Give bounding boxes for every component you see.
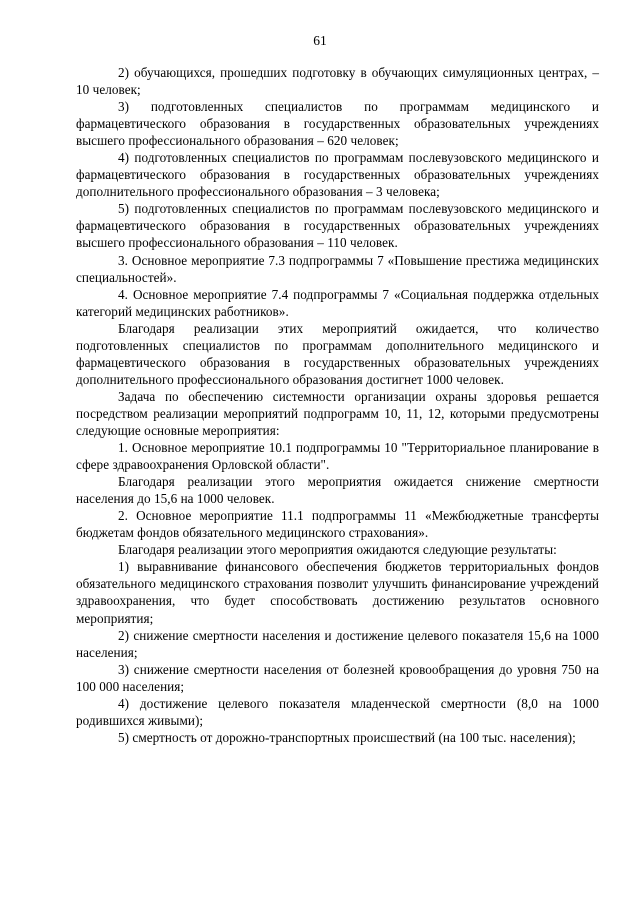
paragraph: 2) снижение смертности населения и достижение целевого показателя 15,6 на 1000 населения; <box>76 627 599 660</box>
paragraph: 4. Основное мероприятие 7.4 подпрограммы 7 «Социальная поддержка отдельных категорий медицинских работников». <box>76 286 599 319</box>
page-number: 61 <box>313 33 327 48</box>
paragraph: Благодаря реализации этого мероприятия ожидаются следующие результаты: <box>118 542 557 558</box>
paragraph: 1. Основное мероприятие 10.1 подпрограммы 10 "Территориальное планирование в сфере здравоохранения Орловской области". <box>76 440 599 473</box>
document-body <box>76 64 599 746</box>
paragraph: Задача по обеспечению системности организации охраны здоровья решается посредством реализации мероприятий подпрограмм 10, 11, 12, которыми предусмотрены следующие основные мероприятия: <box>76 388 599 438</box>
paragraph: 1) выравнивание финансового обеспечения бюджетов территориальных фондов обязательного медицинского страхования позволит улучшить финансирование учреждений здравоохранения, что будет способствовать достижению результатов основного мероприятия; <box>76 559 599 626</box>
paragraph: Благодаря реализации этого мероприятия ожидается снижение смертности населения до 15,6 на 1000 человек. <box>76 474 599 507</box>
paragraph: 4) достижение целевого показателя младенческой смертности (8,0 на 1000 родившихся живыми); <box>76 695 599 728</box>
paragraph: 3. Основное мероприятие 7.3 подпрограммы 7 «Повышение престижа медицинских специальностей». <box>76 252 599 285</box>
paragraph: 2) обучающихся, прошедших подготовку в обучающих симуляционных центрах, – 10 человек; <box>76 65 599 98</box>
paragraph: 5) смертность от дорожно-транспортных происшествий (на 100 тыс. населения); <box>118 729 576 745</box>
paragraph: 3) подготовленных специалистов по программам медицинского и фармацевтического образования в государственных образовательных учреждениях высшего профессионального образования – 620 человек; <box>76 99 599 149</box>
paragraph: 2. Основное мероприятие 11.1 подпрограммы 11 «Межбюджетные трансферты бюджетам фондов обязательного медицинского страхования». <box>76 508 599 541</box>
paragraph: 3) снижение смертности населения от болезней кровообращения до уровня 750 на 100 000 населения; <box>76 661 599 694</box>
paragraph: 5) подготовленных специалистов по программам послевузовского медицинского и фармацевтического образования в государственных образовательных учреждениях высшего профессионального образования – 110 человек. <box>76 201 599 251</box>
paragraph: Благодаря реализации этих мероприятий ожидается, что количество подготовленных специалистов по программам дополнительного медицинского и фармацевтического образования в государственных образовательных учреждениях дополнительного профессионального образования достигнет 1000 человек. <box>76 320 599 387</box>
paragraph: 4) подготовленных специалистов по программам послевузовского медицинского и фармацевтического образования в государственных образовательных учреждениях дополнительного профессионального образования – 3 человека; <box>76 150 599 200</box>
